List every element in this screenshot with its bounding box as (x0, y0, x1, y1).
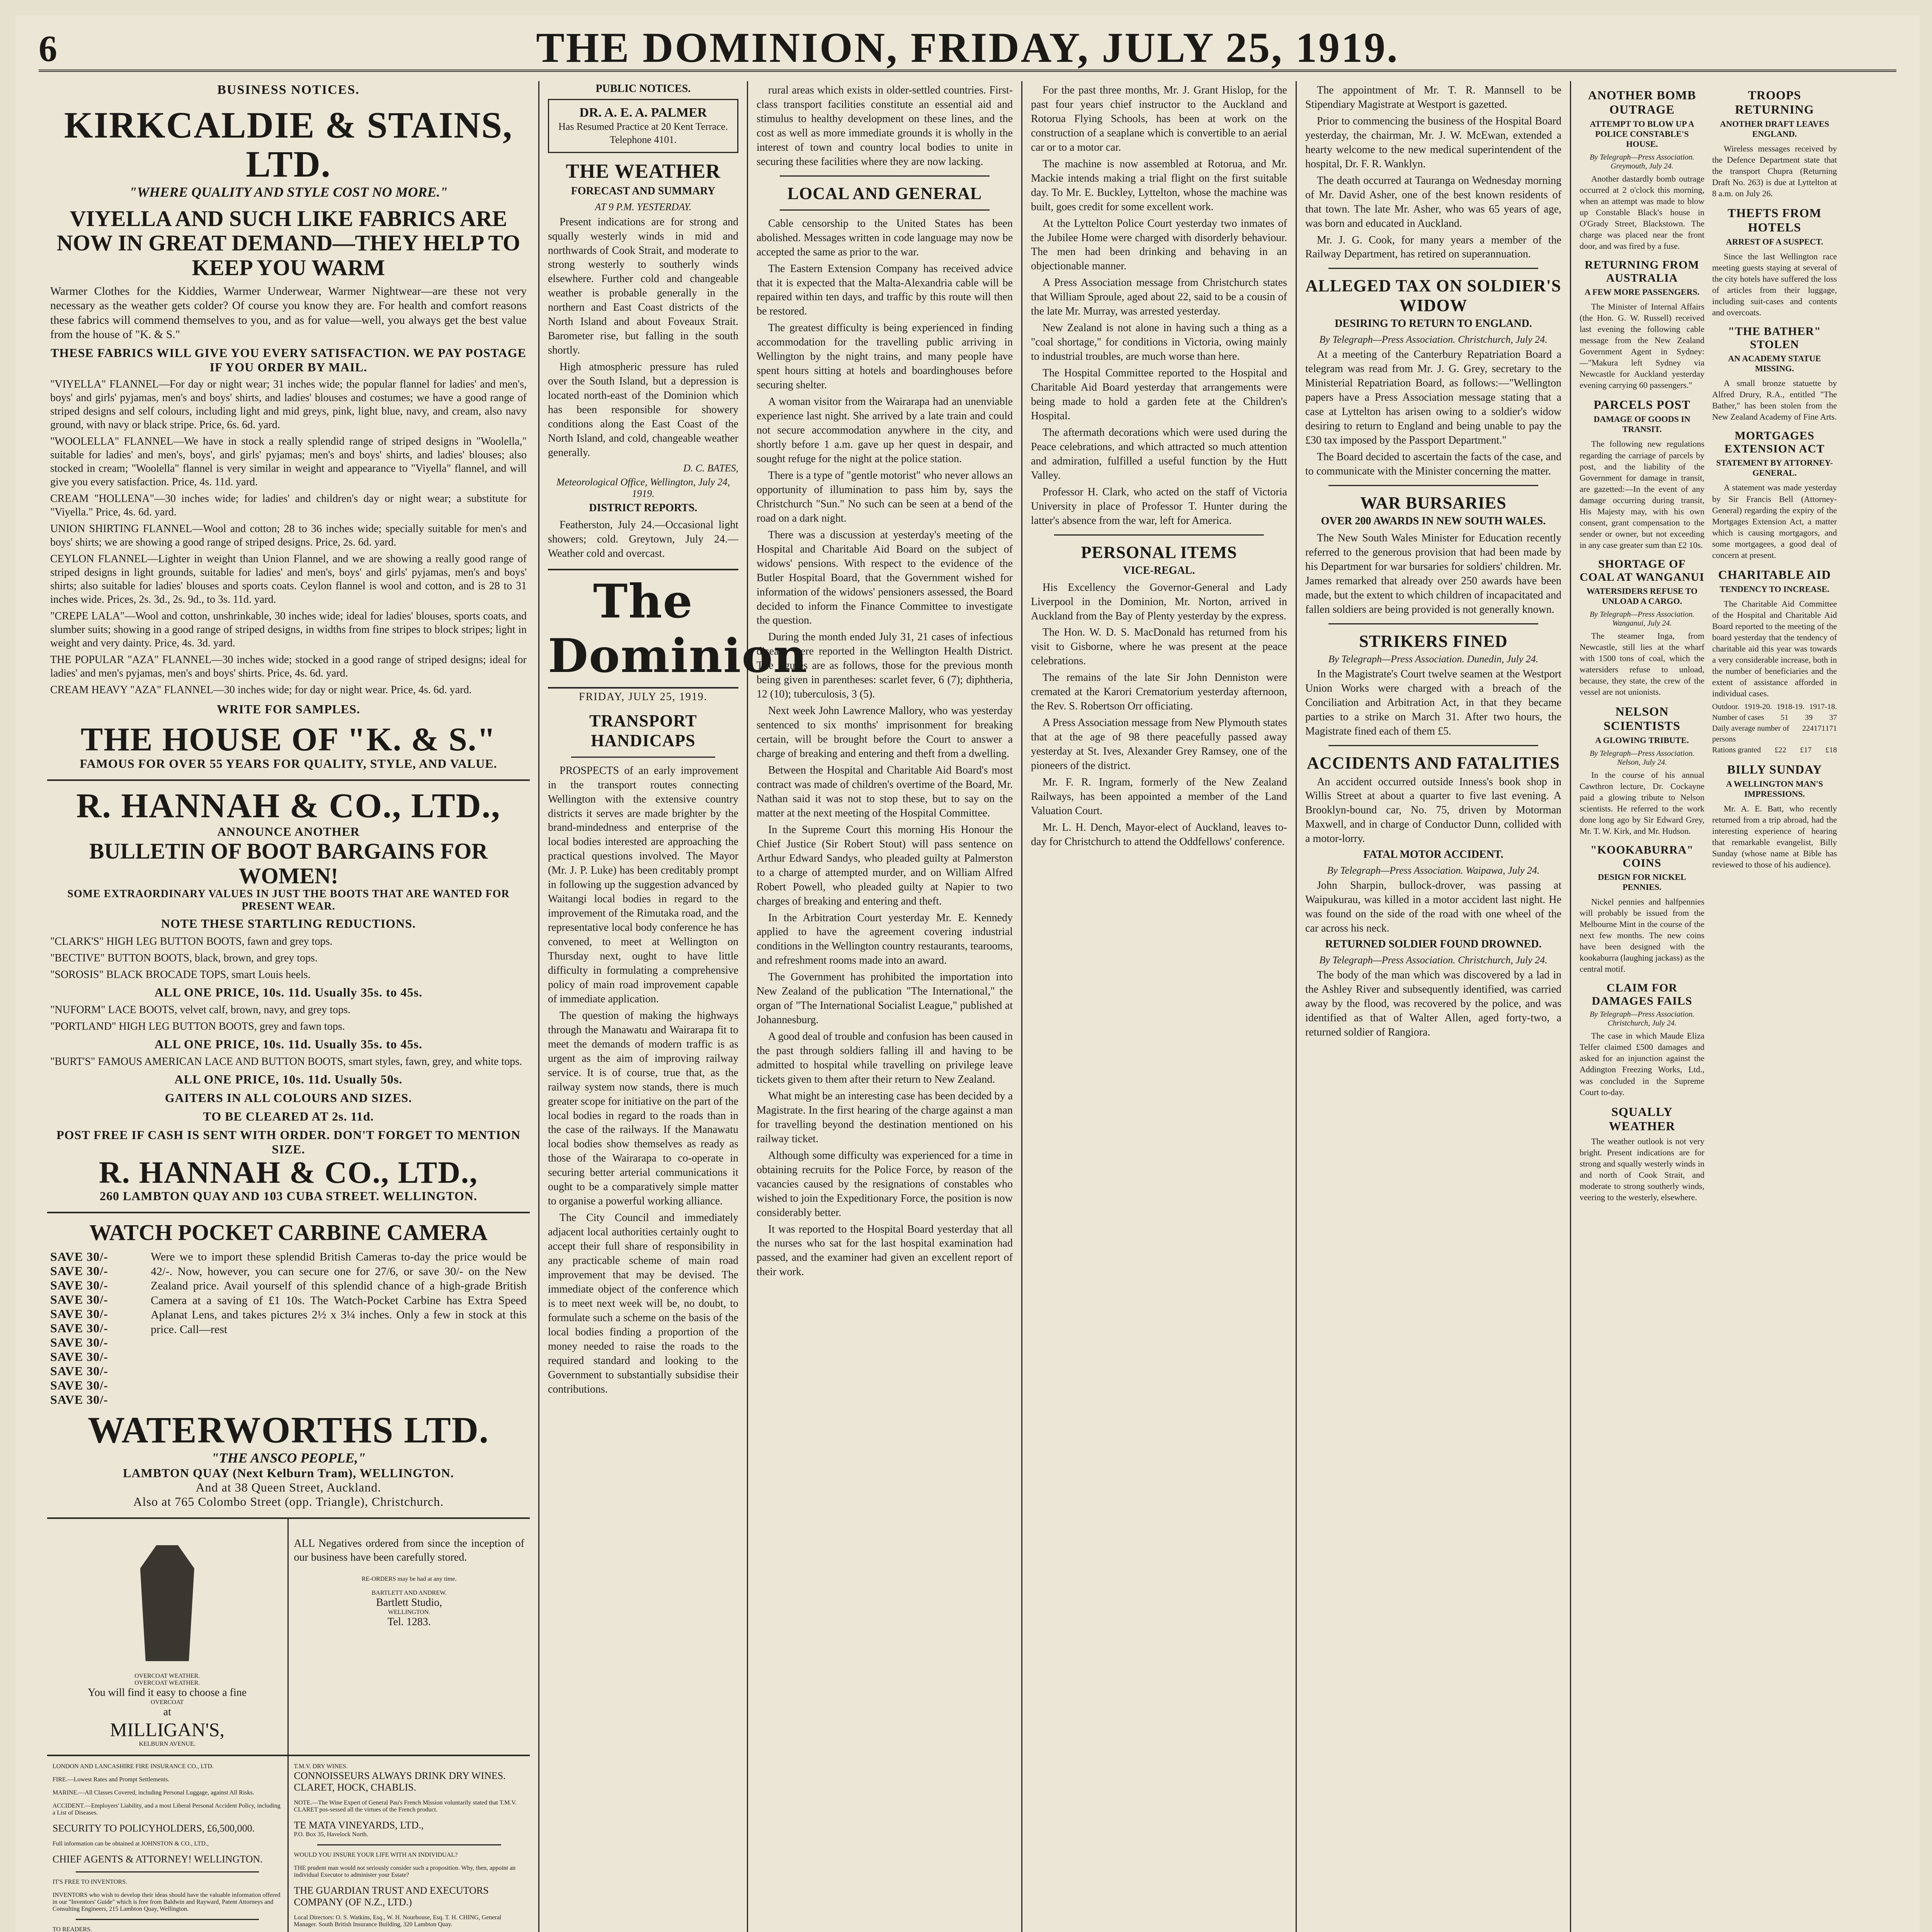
claim-para: The case in which Maude Eliza Telfer claimed £500 damages and asked for an injunction against the Addington Freezing Works, Ltd., was concluded in the Supreme Court to-day. (1580, 1031, 1704, 1097)
camera-headline: WATCH POCKET CARBINE CAMERA (89, 1220, 488, 1245)
page-number: 6 (39, 28, 57, 69)
palmer-notice (548, 99, 738, 153)
news-para: A good deal of trouble and confusion has been caused in the past through soldiers falling ill and having to be admitted to hospital while travelling on privilege leave tickets given to them after their return to New Zealand. (757, 1031, 1013, 1085)
news-para: There was a discussion at yesterday's meeting of the Hospital and Charitable Aid Board on the subject of widows' pensions. With respect to the evidence of the Butler Hospital Board, that the Government wished for information of the widows' pensioners assessed, the Board decided to inform the Finance Committee to investigate the question. (757, 529, 1013, 627)
table-row: Daily average number of persons 224 171 171 (1712, 724, 1837, 743)
news-para: There is a type of "gentle motorist" who never allows an opportunity of illumination to pass him by, says the Christchurch "Sun." No such can be seen at a bend of the road on a dark night. (757, 469, 1013, 524)
district-reports-head: DISTRICT REPORTS. (589, 502, 697, 514)
drowned-para: The body of the man which was discovered by a lad in the Ashley River and subsequently identified, was carried away by the flood, was recovered by the police, and was identified as that of Walter Allen, aged forty-two, a returned soldier of Rangiora. (1305, 969, 1561, 1038)
personal-para: His Excellency the Governor-General and Lady Liverpool in the Dominion, Mr. Norton, arrived in Auckland from the Bay of Plenty yesterday by the express. (1031, 581, 1287, 622)
personal-para: A Press Association message from New Plymouth states that at the age of 98 there peacefully passed away yesterday at St. Ives, Alexander Grey Ramsey, one of the pioneers of the district. (1031, 717, 1287, 772)
left-small-ads (47, 1756, 289, 1932)
news-para: Professor H. Clark, who acted on the staff of Victoria University in place of Professor T. Hunter during the latter's absence from the war, left for America. (1031, 486, 1287, 527)
table-row: Rations granted £22 £17 £18 (1712, 745, 1837, 754)
waterworths-address-3: Also at 765 Colombo Street (opp. Triangle), Christchurch. (133, 1494, 444, 1509)
news-para: The Government has prohibited the importation into New Zealand of the publication "The International," the organ of "The International Socialist League," published at Johannesburg. (757, 971, 1013, 1026)
news-para: The death occurred at Tauranga on Wednesday morning of Mr. David Asher, one of the best known residents of that town. The late Mr. Asher, who was 65 years of age, was born and educated in Auckland. (1305, 174, 1561, 230)
coal-sub: WATERSIDERS REFUSE TO UNLOAD A CARGO. (1586, 586, 1698, 606)
save-label: SAVE 30/- (50, 1393, 108, 1407)
news-para: In the Supreme Court this morning His Honour the Chief Justice (Sir Robert Stout) will pass sentence on Arthur Edward Sandys, who pleaded guilty at Palmerston to a charge of attempted murder, and on William Alfred Robert Powell, who pleaded guilty at Napier to two charges of breaking and entering and theft. (757, 823, 1013, 907)
thefts-heading: THEFTS FROM HOTELS (1727, 206, 1821, 235)
save-label: SAVE 30/- (50, 1250, 108, 1264)
news-para: The Hospital Committee reported to the Hospital and Charitable Aid Board yesterday that arrangements were being made to hold a garden fete at the Children's Hospital. (1031, 367, 1287, 422)
vice-regal-sub: VICE-REGAL. (1123, 564, 1195, 577)
overcoat-at: at (163, 1706, 171, 1718)
editorial-para: The question of making the highways through the Manawatu and Wairarapa fit to meet the demands of modern traffic is as urgent as the aim of improving railway service. It is of course, true that, as the railway system now stands, there is much greater scope for initiative on the part of the local bodies in regard to the roads than in the case of the railways. If the Manawatu local bodies show themselves as ready as those of the Wairarapa to co-operate in securing better arterial communications it ought to be a comparatively simple matter to organise a powerful working alliance. (548, 1009, 738, 1208)
waterworths-address-1: LAMBTON QUAY (Next Kelburn Tram), WELLINGTON. (123, 1466, 454, 1480)
fire-line: FIRE.—Lowest Rates and Prompt Settlements. (53, 1776, 170, 1783)
news-subcolumn-b (1712, 81, 1837, 1932)
billy-sunday-para: Mr. A. E. Batt, who recently returned from a trip abroad, had the interesting experience of hearing that remarkable evangelist, Billy Sunday (whose name at Bible has reviewed to those of his audience). (1712, 803, 1837, 870)
hannah-ad (47, 781, 530, 1213)
gaiters-price: TO BE CLEARED AT 2s. 11d. (203, 1109, 374, 1124)
troops-para: Wireless messages received by the Defence Department state that the transport Chupra (Returning Draft No. 263) is due at Lyttelton at 8 a.m. on July 26. (1712, 144, 1837, 199)
wines-sub: CONNOISSEURS ALWAYS DRINK DRY WINES. (294, 1770, 506, 1781)
bartlett-tel: Tel. 1283. (387, 1616, 431, 1628)
agents-line: CHIEF AGENTS & ATTORNEY! WELLINGTON. (53, 1853, 263, 1865)
claim-heading: CLAIM FOR DAMAGES FAILS (1592, 981, 1692, 1008)
editorial-dateline: FRIDAY, JULY 25, 1919. (579, 690, 707, 703)
save-label: SAVE 30/- (50, 1378, 108, 1393)
australia-heading: RETURNING FROM AUSTRALIA (1585, 259, 1699, 285)
local-general-heading: LOCAL AND GENERAL (787, 184, 982, 203)
boot-price: ALL ONE PRICE, 10s. 11d. Usually 50s. (174, 1072, 403, 1087)
accidents-heading: ACCIDENTS AND FATALITIES (1307, 753, 1560, 772)
australia-para: The Minister of Internal Affairs (the Hon. G. W. Russell) received last evening the following cable message from the New Zealand Government Agent in Sydney:—"Makura left Sydney via Newcastle for Auckland yesterday evening carrying 60 passengers." (1580, 302, 1704, 390)
squally-para: The weather outlook is not very bright. Present indications are for strong and squally westerly winds in and north of Cook Strait, and moderate to strong southerly winds, veering to the westerly, elsewhere. (1580, 1136, 1704, 1202)
news-para: The Eastern Extension Company has received advice that it is expected that the Malta-Alexandria cable will be repaired within ten days, and traffic by this route will then be restored. (757, 262, 1013, 318)
thefts-para: Since the last Wellington race meeting guests staying at several of the city hotels have suffered the loss of articles from their luggage, including suit-cases and contents and overcoats. (1712, 252, 1837, 318)
kirkcaldie-headline: VIYELLA AND SUCH LIKE FABRICS ARE NOW IN GREAT DEMAND—THEY HELP TO KEEP YOU WARM (56, 206, 520, 281)
overcoat-weather-1: OVERCOAT WEATHER. (134, 1672, 200, 1679)
drowned-byline: By Telegraph—Press Association. Christchurch, July 24. (1319, 954, 1548, 966)
small-ads-row-2 (47, 1756, 530, 1932)
save-label: SAVE 30/- (50, 1335, 108, 1350)
bather-para: A small bronze statuette by Alfred Drury, R.A., entitled "The Bather," has been stolen from the New Zealand Academy of Fine Arts. (1712, 378, 1837, 422)
parcels-sub: DAMAGE OF GOODS IN TRANSIT. (1594, 414, 1690, 434)
milligan-street: KELBURN AVENUE. (139, 1740, 196, 1747)
inventors-body: INVENTORS who wish to develop their ideas should have the valuable information offered in our "Inventors' Guide" which is free from Baldwin and Rayward, Patent Attorneys and Consulting Engineers, 215 Lambton Quay, Wellington. (53, 1891, 281, 1912)
boot-price: ALL ONE PRICE, 10s. 11d. Usually 35s. to 45s. (154, 985, 423, 1000)
marine-line: MARINE.—All Classes Covered, including Personal Luggage, against All Risks. (53, 1789, 254, 1796)
news-column-5 (1297, 81, 1571, 1932)
news-para: The machine is now assembled at Rotorua, and Mr. Mackie intends making a trial flight on the first suitable day. To Mr. E. Buckley, Lyttelton, whose the machine was built, goes credit for some excellent work. (1031, 158, 1287, 213)
news-para: A woman visitor from the Wairarapa had an unenviable experience last night. She arrived by a late train and could not secure accommodation anywhere in the city, and shortly before 1 a.m. gave up her quest in despair, and sought refuge for the night at the police station. (757, 396, 1013, 465)
wines-address: P.O. Box 35, Havelock North. (294, 1831, 368, 1838)
bomb-para: Another dastardly bomb outrage occurred at 2 o'clock this morning, when an attempt was made to blow up Constable Black's house in O'Grady Street, Blackstown. The charge was placed near the front door, and was fired by a fuse. (1580, 174, 1704, 251)
news-para: The greatest difficulty is being experienced in finding accommodation for the travelling public arriving in Wellington by the night trains, and many people have spent hours sitting at hotels and boardinghouses before securing shelter. (757, 322, 1013, 391)
london-lancashire-name: LONDON AND LANCASHIRE FIRE INSURANCE CO., LTD. (53, 1763, 214, 1770)
hannah-name-2: R. HANNAH & CO., LTD., (99, 1156, 478, 1190)
strikers-heading: STRIKERS FINED (1359, 631, 1508, 651)
fatal-byline: By Telegraph—Press Association. Waipawa, July 24. (1327, 865, 1540, 876)
editorial-column (539, 81, 808, 1932)
bather-heading: "THE BATHER" STOLEN (1728, 325, 1821, 351)
overcoat-illustration (109, 1530, 225, 1669)
thefts-sub: ARREST OF A SUSPECT. (1726, 237, 1823, 247)
nelson-byline: By Telegraph—Press Association. Nelson, July 24. (1590, 749, 1694, 767)
news-column-4 (1022, 81, 1297, 1932)
hannah-sub: SOME EXTRAORDINARY VALUES IN JUST THE BOOTS THAT ARE WANTED FOR PRESENT WEAR. (67, 888, 510, 913)
bursaries-heading: WAR BURSARIES (1360, 493, 1507, 513)
camera-ad (47, 1213, 530, 1519)
charitable-heading: CHARITABLE AID (1718, 567, 1831, 582)
nelson-para: In the course of his annual Cawthron lecture, Dr. Cockayne paid a glowing tribute to Nelson scientists. He referred to the work done long ago by Sir Edward Grey, Mr. T. W. Kirk, and Mr. Hudson. (1580, 770, 1704, 836)
hannah-announce: ANNOUNCE ANOTHER (217, 824, 360, 838)
readers-head: TO READERS. (53, 1926, 92, 1932)
mortgage-para: A statement was made yesterday by Sir Francis Bell (Attorney-General) regarding the expiry of the Mortgages Extension Act, a matter which is causing mortgagors, and some mortgagees, a good deal of concern at present. (1712, 483, 1837, 560)
boot-line: "BURT'S" FAMOUS AMERICAN LACE AND BUTTON BOOTS, smart styles, fawn, grey, and white tops. (50, 1056, 522, 1068)
coal-heading: SHORTAGE OF COAL AT WANGANUI (1580, 557, 1704, 583)
bursaries-para: The New South Wales Minister for Education recently referred to the generous provision that had been made by his Department for war bursaries for soldiers' children. Mr. James remarked that already over 250 awards have been made, but the extent to which children of incapacitated and fallen soldiers are being provided is not generally known. (1305, 532, 1561, 616)
camera-body: Were we to import these splendid British Cameras to-day the price would be 42/-. Now, however, you can secure one for 27/6, or save 30/- on the New Zealand price. Avail yourself of this splendid chance of a high-grade British Camera at a saving of £1 10s. The Watch-Pocket Carbine has Extra Speed Aplanat Lens, and takes pictures 2½ x 3¼ inches. Only a few in stock at this price. Call—rest (151, 1250, 527, 1336)
inventors-head: IT'S FREE TO INVENTORS. (53, 1878, 128, 1885)
weather-office: Meteorological Office, Wellington, July 24, 1919. (556, 476, 730, 499)
save-label: SAVE 30/- (50, 1350, 108, 1364)
fabric-item: "CREPE LALA"—Wool and cotton, unshrinkable, 30 inches wide; ideal for ladies' blouses, sports coats, and slumber suits; showing in a good range of striped designs, in widths from fine stripes to block stripes; light in weight and very dainty. Price, 4s. 3d. yard. (50, 610, 527, 649)
news-para: During the month ended July 31, 21 cases of infectious disease were reported in the Wellington Health District. The figures are as follows, those for the previous month being given in parentheses: scarlet fever, 6 (7); diphtheria, 12 (10); tuberculosis, 3 (5). (757, 631, 1013, 701)
boot-line: "SOROSIS" BLACK BROCADE TOPS, smart Louis heels. (50, 969, 311, 981)
tax-heading: ALLEGED TAX ON SOLDIER'S WIDOW (1305, 276, 1561, 315)
save-label: SAVE 30/- (50, 1293, 108, 1307)
news-para: Between the Hospital and Charitable Aid Board's most contract was made of children's overtime of the Board, Mr. Nathan said it was not to stop these, but to say on the matter at the next meeting of the Hospital Committee. (757, 764, 1013, 819)
masthead-title: THE DOMINION, FRIDAY, JULY 25, 1919. (536, 24, 1399, 71)
columns (39, 81, 1896, 1932)
bomb-sub: ATTEMPT TO BLOW UP A POLICE CONSTABLE'S HOUSE. (1590, 119, 1694, 149)
trustee-firm: THE GUARDIAN TRUST AND EXECUTORS COMPANY (OF N.Z., LTD.) (294, 1884, 489, 1908)
editorial-continued: rural areas which exists in older-settled countries. First-class transport facilities constitute an essential aid and stimulus to healthy development on these lines, and the cost as well as more immediate grounds it is wholly in the interest of town and country local bodies to unite in securing these facilities where they are now lacking. (757, 84, 1013, 168)
hannah-name: R. HANNAH & CO., LTD., (76, 787, 501, 825)
wines-body: NOTE.—The Wine Expert of General Pau's French Mission voluntarily stated that T.M.V. CLARET pos-sessed all the virtues of the French product. (294, 1799, 517, 1813)
transport-heading: TRANSPORT HANDICAPS (589, 711, 697, 750)
news-para: Prior to commencing the business of the Hospital Board yesterday, the chairman, Mr. J. W. McEwan, extended a hearty welcome to the new medical superintendent of the hospital, Dr. F. R. Wanklyn. (1305, 115, 1561, 170)
troops-heading: TROOPS RETURNING (1735, 88, 1814, 116)
fabric-item: "VIYELLA" FLANNEL—For day or night wear; 31 inches wide; the popular flannel for ladies' and men's, boys' and girls' pyjamas, men's and boys' shirts, and ladies' blouses and costumes; we have a good range of striped designs and self colours, including light and mid greys, pink, light blue, navy, and cream, also navy ground, with navy or black stripe. Price, 6s. 6d. yard. (50, 378, 527, 431)
hannah-address: 260 LAMBTON QUAY AND 103 CUBA STREET. WELLINGTON. (100, 1189, 477, 1203)
mortgage-heading: MORTGAGES EXTENSION ACT (1725, 429, 1825, 456)
news-subcolumn-a (1580, 81, 1704, 1932)
news-para: The aftermath decorations which were used during the Peace celebrations, and which attracted so much attention and admiration, fulfilled a useful function by the Hutt Valley. (1031, 426, 1287, 481)
charitable-table (1712, 701, 1837, 755)
waterworths-name: WATERWORTHS LTD. (88, 1409, 489, 1451)
kirkcaldie-ad (47, 99, 530, 781)
save-label: SAVE 30/- (50, 1364, 108, 1378)
save-list (50, 1250, 143, 1407)
save-label: SAVE 30/- (50, 1307, 108, 1321)
coal-para: The steamer Inga, from Newcastle, still lies at the wharf with 1500 tons of coal, which the watersiders refuse to unload, because, they state, the crew of the vessel are not unionists. (1580, 631, 1704, 697)
right-small-ads (289, 1756, 530, 1932)
kookaburra-sub: DESIGN FOR NICKEL PENNIES. (1598, 872, 1686, 892)
news-para: What might be an interesting case has been decided by a Magistrate. In the first hearing of the charge against a man for travelling beyond the destination mentioned on his railway ticket. (757, 1090, 1013, 1145)
editorial-para: The City Council and immediately adjacent local authorities certainly ought to accept their full share of responsibility in any practicable scheme of main road improvement that may be devised. The immediate object of the conference which is to meet next week will be, no doubt, to formulate such a scheme on the basis of the local bodies finding a proportion of the money needed to raise the roads to the required standard and looking to the Government to substantially subsidise their contributions. (548, 1212, 738, 1395)
gaiters-line: GAITERS IN ALL COLOURS AND SIZES. (165, 1091, 412, 1105)
masthead (39, 23, 1896, 72)
bomb-byline: By Telegraph—Press Association. Greymouth, July 24. (1590, 153, 1694, 170)
fabric-item: THE POPULAR "AZA" FLANNEL—30 inches wide; stocked in a good range of striped designs; ideal for ladies' and men's pyjamas, men's and boys' shirts. Price, 4s. 6d. yard. (50, 653, 527, 679)
charitable-para: The Charitable Aid Committee of the Hospital and Charitable Aid Board reported to the meeting of the board yesterday that the tendency of charitable aid this year was towards a very considerable increase, both in the number of beneficiaries and the extent of assistance afforded in individual cases. (1712, 599, 1837, 698)
palmer-tel: Telephone 4101. (610, 134, 677, 145)
parcels-para: The following new regulations regarding the carriage of parcels by post, and the liability of the Government for damage in transit, are gazetted:—In the event of any damage occurring during transit, His Majesty may, with his own consent, grant compensation to the sender or owner, but not exceeding in any case greater sum than £2 10s. (1580, 439, 1704, 550)
accident-line: ACCIDENT.—Employers' Liability, and a most Liberal Personal Accident Policy, including a List of Diseases. (53, 1802, 281, 1816)
boot-price: ALL ONE PRICE, 10s. 11d. Usually 35s. to 45s. (154, 1037, 423, 1051)
ads-column (39, 81, 539, 1932)
accidents-para: An accident occurred outside Inness's book shop in Willis Street at about a quarter to five last evening. A Brooklyn-bound car, No. 75, driven by Motorman Maxwell, and in charge of Conductor Dunn, collided with a motor-lorry. (1305, 776, 1561, 845)
milligan-name: MILLIGAN'S, (110, 1718, 224, 1740)
bather-sub: AN ACADEMY STATUE MISSING. (1728, 354, 1821, 374)
billy-sunday-heading: BILLY SUNDAY (1727, 762, 1822, 776)
bartlett-studio: Bartlett Studio, (376, 1596, 442, 1609)
fabric-item: UNION SHIRTING FLANNEL—Wool and cotton; 28 to 36 inches wide; specially suitable for men's and boys' shirts; we are showing a good range of striped designs. Price, 2s. 6d. yard. (50, 522, 527, 548)
news-para: Next week John Lawrence Mallory, who was yesterday sentenced to six months' imprisonment for breaking certain, will be brought before the Court to answer a charge of breaking and entering and theft from a dwelling. (757, 705, 1013, 760)
news-para: Mr. J. G. Cook, for many years a member of the Railway Department, has retired on superannuation. (1305, 234, 1561, 260)
news-para: Although some difficulty was experienced for a time in obtaining recruits for the Police Force, by reason of the vacancies caused by the resignations of constables who wished to join the Expeditionary Force, the position is now considerably better. (757, 1149, 1013, 1219)
boot-line: "CLARK'S" HIGH LEG BUTTON BOOTS, fawn and grey tops. (50, 935, 333, 948)
weather-body-2: High atmospheric pressure has ruled over the South Island, but a depression is located north-east of the Dominion which has been responsible for showery conditions along the East Coast of the North Island, and cold, changeable weather generally. (548, 361, 738, 459)
palmer-name: DR. A. E. A. PALMER (579, 105, 707, 120)
business-notices-label: BUSINESS NOTICES. (217, 83, 360, 97)
hannah-note: NOTE THESE STARTLING REDUCTIONS. (161, 917, 416, 931)
overcoat-word: OVERCOAT (151, 1699, 184, 1706)
public-notices-label: PUBLIC NOTICES. (595, 83, 691, 95)
mortgage-sub: STATEMENT BY ATTORNEY-GENERAL. (1716, 458, 1833, 478)
nelson-sub: A GLOWING TRIBUTE. (1595, 735, 1689, 745)
bartlett-city: WELLINGTON. (388, 1609, 430, 1616)
negatives-text: ALL Negatives ordered from since the inception of our business have been carefully stored. (294, 1537, 524, 1564)
weather-sub: FORECAST AND SUMMARY (571, 185, 716, 197)
house-of-ks-title: THE HOUSE OF "K. & S." (80, 720, 497, 758)
weather-signature: D. C. BATES, (683, 462, 738, 474)
strikers-byline: By Telegraph—Press Association. Dunedin, July 24. (1328, 653, 1539, 665)
house-of-ks-tagline: FAMOUS FOR OVER 55 YEARS FOR QUALITY, STYLE, AND VALUE. (80, 757, 497, 771)
news-para: New Zealand is not alone in having such a thing as a "coal shortage," for conditions in Victoria, owing mainly to industrial troubles, are much worse than here. (1031, 322, 1287, 363)
weather-heading: THE WEATHER (566, 160, 721, 182)
trustee-body: THE prudent man would not seriously consider such a proposition. Why, then, appoint an individual Executor to administer your Estate? (294, 1864, 516, 1878)
milligan-ad (47, 1519, 289, 1755)
australia-sub: A FEW MORE PASSENGERS. (1584, 287, 1700, 297)
palmer-text: Has Resumed Practice at 20 Kent Terrace. (558, 121, 728, 132)
boot-line: "PORTLAND" HIGH LEG BUTTON BOOTS, grey and fawn tops. (50, 1020, 345, 1033)
personal-para: Mr. F. R. Ingram, formerly of the New Zealand Railways, has been appointed a member of the Land Valuation Court. (1031, 776, 1287, 817)
news-para: In the Arbitration Court yesterday Mr. E. Kennedy applied to have the agreement covering industrial conditions in the Wellington country restaurants, tearooms, and refreshment rooms made into an award. (757, 912, 1013, 967)
boot-line: "NUFORM" LACE BOOTS, velvet calf, brown, navy, and grey tops. (50, 1004, 350, 1016)
news-column-6 (1571, 81, 1845, 1932)
bursaries-sub: OVER 200 AWARDS IN NEW SOUTH WALES. (1321, 515, 1546, 527)
boot-line: "BECTIVE" BUTTON BOOTS, black, brown, and grey tops. (50, 952, 318, 964)
save-label: SAVE 30/- (50, 1278, 108, 1293)
kookaburra-para: Nickel pennies and halfpennies will probably be issued from the Melbourne Mint in the course of the next few months. The new coins have been designed with the kookaburra (laughing jackass) as the central motif. (1580, 897, 1704, 974)
parcels-heading: PARCELS POST (1594, 398, 1690, 412)
news-para: The appointment of Mr. T. R. Mannsell to be Stipendiary Magistrate at Westport is gazetted. (1305, 84, 1561, 111)
security-line: SECURITY TO POLICYHOLDERS, £6,500,000. (53, 1822, 255, 1834)
fatal-para: John Sharpin, bullock-drover, was passing at Waipukurau, was killed in a motor accident last night. He was found on the side of the road with one wheel of the car across his neck. (1305, 879, 1561, 935)
fabric-item: CREAM "HOLLENA"—30 inches wide; for ladies' and children's day or night wear; a substitute for "Viyella." Price, 4s. 6d. yard. (50, 492, 527, 518)
save-label: SAVE 30/- (50, 1264, 108, 1278)
billy-sunday-sub: A WELLINGTON MAN'S IMPRESSIONS. (1726, 779, 1823, 799)
tax-para: At a meeting of the Canterbury Repatriation Board a telegram was read from Mr. J. G. Grey, secretary to the Ministerial Repatriation Board, as follows:—"Wellington papers have a Press Association message stating that a case at Lyttelton has arisen owing to a soldier's widow desiring to return to England and being unable to pay the £30 tax imposed by the Passport Department." (1305, 349, 1561, 447)
kirkcaldie-intro: Warmer Clothes for the Kiddies, Warmer Underwear, Warmer Nightwear—are these not very necessary as the weather gets colder? Of course you know they are. For health and comfort reasons these fabrics will commend themselves to you, and as for value—well, you always get the best value from the house of "K. & S." (50, 284, 527, 341)
drowned-heading: RETURNED SOLDIER FOUND DROWNED. (1325, 938, 1542, 951)
wines-firm: TE MATA VINEYARDS, LTD., (294, 1819, 424, 1831)
editorial-para: PROSPECTS of an early improvement in the transport routes connecting Wellington with the extensive country districts it serves are made brighter by the brand-mindedness and enterprise of the local bodies interested are approaching the practical questions involved. The Mayor (Mr. J. P. Luke) has been creditably prompt in following up the suggestion advanced by Waitangi local bodies in regard to the improvement of the Rimutaka road, and the representative local body conference he has convened, to meet at Wellington on Thursday next, ought to have little difficulty in formulating a comprehensive policy of main road improvement capable of immediate application. (548, 764, 738, 1005)
weather-body-1: Present indications are for strong and squally westerly winds in mid and northwards of Cook Strait, and moderate to strong westerly to southerly winds elsewhere. Further cold and changeable weather is probable generally in the northern and East Coast districts of the North Island and about Foveaux Strait. Barometer rise, but falling in the south shortly. (548, 216, 738, 357)
fabric-item: CREAM HEAVY "AZA" FLANNEL—30 inches wide; for day or night wear. Price, 4s. 6d. yard. (50, 684, 472, 696)
bomb-heading: ANOTHER BOMB OUTRAGE (1588, 88, 1696, 116)
news-column-3 (748, 81, 1022, 1932)
news-para: Cable censorship to the United States has been abolished. Messages written in code language may now be accepted the same as prior to the war. (757, 217, 1013, 258)
claim-byline: By Telegraph—Press Association. Christchurch, July 24. (1590, 1010, 1694, 1028)
bartlett-ad (289, 1519, 530, 1755)
waterworths-tag: "THE ANSCO PEOPLE," (211, 1450, 366, 1466)
reorders-text: RE-ORDERS may be had at any time. (361, 1575, 457, 1582)
charitable-sub: TENDENCY TO INCREASE. (1719, 584, 1830, 594)
trustee-head: WOULD YOU INSURE YOUR LIFE WITH AN INDIVIDUAL? (294, 1851, 458, 1858)
news-para: For the past three months, Mr. J. Grant Hislop, for the past four years chief instructor to the Auckland and Rotorua Flying Schools, has been at work on the construction of a seaplane which is convertible to an aerial car or to a motor car. (1031, 84, 1287, 153)
personal-items-heading: PERSONAL ITEMS (1081, 543, 1237, 562)
kirkcaldie-tagline: "WHERE QUALITY AND STYLE COST NO MORE." (129, 184, 448, 200)
kirkcaldie-name: KIRKCALDIE & STAINS, LTD. (64, 104, 513, 185)
trustee-directors: Local Directors: O. S. Watkins, Esq., W. H. Nourbouse, Esq. T. H. CHING, General Manager. South British Insurance Building, 320 Lambton Quay. (294, 1914, 502, 1928)
wines-sub-2: CLARET, HOCK, CHABLIS. (294, 1781, 417, 1793)
coal-byline: By Telegraph—Press Association. Wanganui, July 24. (1590, 610, 1694, 628)
table-row: Number of cases 51 39 37 (1712, 713, 1837, 722)
fatal-heading: FATAL MOTOR ACCIDENT. (1363, 849, 1503, 861)
waterworths-address-2: And at 38 Queen Street, Auckland. (196, 1480, 381, 1494)
personal-para: The Hon. W. D. S. MacDonald has returned from his visit to Gisborne, where he was present at the peace celebrations. (1031, 626, 1287, 667)
tax-byline: By Telegraph—Press Association. Christchurch, July 24. (1319, 334, 1548, 345)
fabric-item: CEYLON FLANNEL—Lighter in weight than Union Flannel, and we are showing a really good range of striped designs in light grounds, suitable for ladies' and men's, boys' and girls' pyjamas, men's and boys' shirts; also suitable for ladies' blouses and sports coats. Ceylon flannel is wool and cotton, and is 28 to 31 inches wide. Prices, 2s. 3d., 2s. 9d., to 3s. 11d. yard. (50, 553, 527, 605)
personal-para: The remains of the late Sir John Denniston were cremated at the Karori Crematorium yesterday afternoon, the Rev. S. Robertson Orr officiating. (1031, 672, 1287, 713)
kirkcaldie-guarantee: THESE FABRICS WILL GIVE YOU EVERY SATISFACTION. WE PAY POSTAGE IF YOU ORDER BY MAIL. (51, 345, 526, 374)
district-reports: Featherston, July 24.—Occasional light showers; cold. Greytown, July 24.—Weather cold and overcast. (548, 519, 738, 560)
personal-para: Mr. L. H. Dench, Mayor-elect of Auckland, leaves to-day for Christchurch to attend the Oddfellows' conference. (1031, 821, 1287, 848)
save-label: SAVE 30/- (50, 1321, 108, 1335)
info-line: Full information can be obtained at JOHNSTON & CO., LTD., (53, 1840, 209, 1847)
bartlett-firm: BARTLETT AND ANDREW. (371, 1589, 447, 1596)
overcoat-line: You will find it easy to choose a fine (88, 1686, 247, 1699)
hannah-post: POST FREE IF CASH IS SENT WITH ORDER. DON'T FORGET TO MENTION SIZE. (56, 1128, 520, 1156)
news-para: It was reported to the Hospital Board yesterday that all the nurses who sat for the last hospital examination had passed, and the examiner had given an excellent report of their work. (757, 1223, 1013, 1278)
kookaburra-heading: "KOOKABURRA" COINS (1590, 844, 1694, 870)
nameplate: The Dominion (548, 569, 738, 689)
squally-heading: SQUALLY WEATHER (1609, 1104, 1675, 1133)
fabric-item: "WOOLELLA" FLANNEL—We have in stock a really splendid range of striped designs in "Woolella," suitable for ladies' and men's, boys', and girls' pyjamas; men's and boys' shirts, and ladies' blouses; also stocked in cream; "Woolella" flannel is very similar in weight and appearance to "Viyella" flannel, and will give you every satisfaction. Price, 4s. 11d. yard. (50, 435, 527, 488)
strikers-para: In the Magistrate's Court twelve seamen at the Westport Union Works were charged with a breach of the Conciliation and Arbitration Act, in that they became parties to a strike on March 31. After two hours, the Magistrate fined each of them £5. (1305, 668, 1561, 737)
overcoat-weather-2: OVERCOAT WEATHER. (134, 1679, 200, 1686)
hannah-headline: BULLETIN OF BOOT BARGAINS FOR WOMEN! (89, 838, 488, 888)
tax-sub: DESIRING TO RETURN TO ENGLAND. (1335, 318, 1532, 330)
news-para: At the Lyttelton Police Court yesterday two inmates of the Jubilee Home were charged with disorderly behaviour. The men had been drinking and behaving in an objectionable manner. (1031, 217, 1287, 272)
newspaper-page (15, 15, 1920, 1932)
news-para: A Press Association message from Christchurch states that William Sproule, aged about 22, said to be a cousin of the late Mr. Murray, was arrested yesterday. (1031, 277, 1287, 318)
tax-para: The Board decided to ascertain the facts of the case, and to communicate with the Minister concerning the matter. (1305, 451, 1561, 478)
nelson-heading: NELSON SCIENTISTS (1604, 704, 1680, 733)
wines-head: T.M.V. DRY WINES. (294, 1763, 348, 1770)
small-ads-row-1 (47, 1519, 530, 1756)
table-row: Outdoor. 1919-20. 1918-19. 1917-18. (1712, 702, 1837, 711)
write-for-samples: WRITE FOR SAMPLES. (217, 702, 360, 716)
weather-time: AT 9 P.M. YESTERDAY. (595, 201, 692, 213)
troops-sub: ANOTHER DRAFT LEAVES ENGLAND. (1720, 119, 1829, 139)
